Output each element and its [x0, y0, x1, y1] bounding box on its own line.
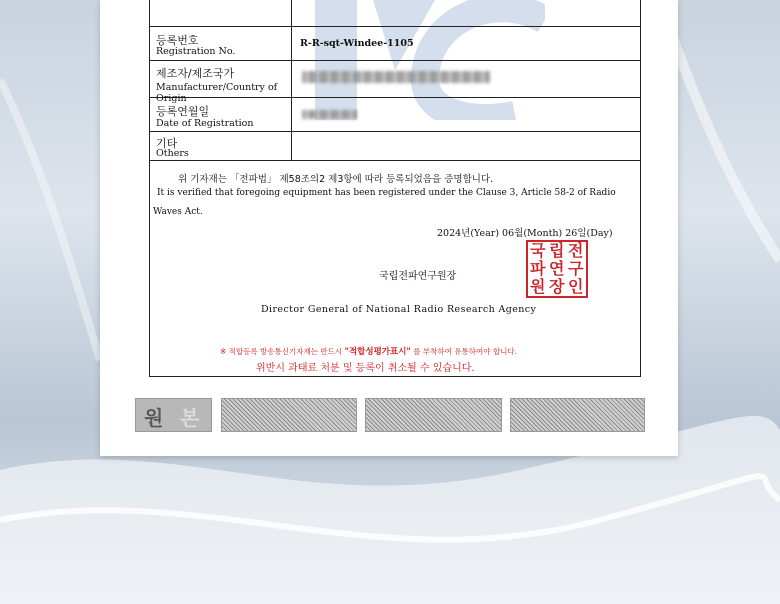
- date-label-en: Date of Registration: [156, 118, 254, 129]
- date-label-ko: 등록연월일: [156, 105, 210, 118]
- statement-english-line1: It is verified that foregoing equipment has been registered under the Clause 3, Article 58-2 of Radio: [157, 188, 616, 198]
- others-label-ko: 기타: [156, 137, 178, 150]
- registration-label-ko: 등록번호: [156, 34, 199, 47]
- notice-line1-emphasis: "적합성평가표시": [344, 347, 411, 357]
- statement-english-line2: Waves Act.: [153, 207, 203, 217]
- notice-line1: [220, 345, 517, 357]
- registration-row: [150, 27, 640, 61]
- notice-line1-suffix: 를 부착하여 유통하여야 합니다.: [413, 347, 517, 356]
- official-seal-stamp: 국 립 전 파 연 구 원 장 인: [526, 240, 588, 298]
- issue-date: 2024년(Year) 06월(Month) 26일(Day): [437, 228, 613, 239]
- notice-line2: 위반시 과태료 처분 및 등록이 취소될 수 있습니다.: [256, 363, 475, 374]
- signer-english: Director General of National Radio Research Agency: [261, 304, 537, 315]
- others-row: [150, 132, 640, 161]
- registration-number: R-R-sqt-Windee-1105: [300, 38, 414, 49]
- original-mark-glyph-2: 본: [180, 406, 200, 430]
- signer-korean: 국립전파연구원장: [379, 271, 457, 282]
- registration-label-en: Registration No.: [156, 46, 236, 57]
- manufacturer-label-ko: 제조자/제조국가: [156, 67, 235, 80]
- top-partial-row: [150, 0, 640, 27]
- notice-line1-prefix: ※ 적합등록 방송통신기자재는 반드시: [220, 347, 343, 356]
- security-pattern-tile: [221, 398, 357, 432]
- original-mark-glyph-1: 원: [144, 406, 164, 430]
- security-pattern-tile: [510, 398, 645, 432]
- certificate-paper: [100, 0, 678, 456]
- statement-korean: 위 기자재는 「전파법」 제58조의2 제3항에 따라 등록되었음을 증명합니다.: [178, 174, 494, 185]
- security-pattern-tile: [365, 398, 502, 432]
- date-row: [150, 98, 640, 132]
- security-pattern-strip: [135, 398, 645, 432]
- original-mark-tile: [135, 398, 212, 432]
- others-label-en: Others: [156, 148, 189, 159]
- manufacturer-label-en: Manufacturer/Country of Origin: [156, 82, 278, 104]
- certificate-table: [149, 0, 641, 377]
- date-redacted: [302, 110, 357, 119]
- manufacturer-row: [150, 61, 640, 104]
- manufacturer-redacted: [302, 71, 490, 83]
